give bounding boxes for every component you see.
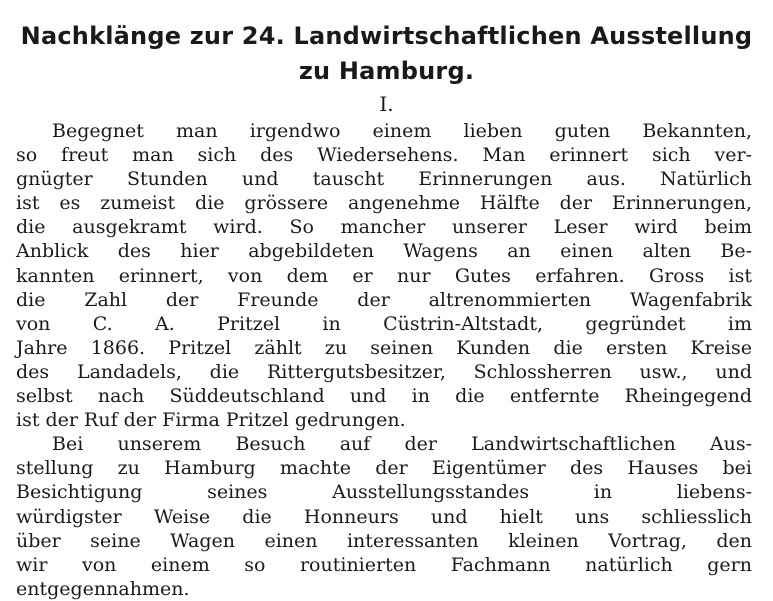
text-line: über seine Wagen einen interessanten kleinen Vortrag, den xyxy=(16,529,752,552)
text-line: die ausgekramt wird. So mancher unserer Leser wird beim xyxy=(16,216,752,239)
text-line: wir von einem so routinierten Fachmann natürlich gern xyxy=(16,553,752,576)
text-line: entgegennahmen. xyxy=(16,577,190,600)
text-line: gnügter Stunden und tauscht Erinnerungen aus. Natürlich xyxy=(16,168,752,191)
article-body xyxy=(16,119,752,601)
text-line: Anblick des hier abgebildeten Wagens an einen alten Be- xyxy=(16,240,752,263)
text-line: kannten erinnert, von dem er nur Gutes erfahren. Gross ist xyxy=(16,264,752,287)
text-line: ist es zumeist die grössere angenehme Hälfte der Erinnerungen, xyxy=(16,192,752,215)
text-line: die Zahl der Freunde der altrenommierten Wagenfabrik xyxy=(16,288,752,311)
text-line: des Landadels, die Rittergutsbesitzer, Schlossherren usw., und xyxy=(16,360,752,383)
text-line: ist der Ruf der Firma Pritzel gedrungen. xyxy=(16,409,406,432)
text-line: Bei unserem Besuch auf der Landwirtschaftlichen Aus- xyxy=(52,433,752,456)
text-line: würdigster Weise die Honneurs und hielt uns schliesslich xyxy=(16,505,752,528)
article-title-line-1: Nachklänge zur 24. Landwirtschaftlichen Ausstellung xyxy=(20,22,753,50)
text-line: Besichtigung seines Ausstellungsstandes in liebens- xyxy=(16,481,752,504)
text-line: selbst nach Süddeutschland und in die entfernte Rheingegend xyxy=(16,385,752,408)
text-line: so freut man sich des Wiedersehens. Man erinnert sich ver- xyxy=(16,144,752,167)
text-line: stellung zu Hamburg machte der Eigentümer des Hauses bei xyxy=(16,457,752,480)
text-line: von C. A. Pritzel in Cüstrin-Altstadt, gegründet im xyxy=(16,312,752,335)
section-number: I. xyxy=(379,92,394,116)
text-line: Jahre 1866. Pritzel zählt zu seinen Kunden die ersten Kreise xyxy=(16,336,752,359)
article-title-line-2: zu Hamburg. xyxy=(298,57,475,85)
text-line: Begegnet man irgendwo einem lieben guten Bekannten, xyxy=(52,120,752,142)
